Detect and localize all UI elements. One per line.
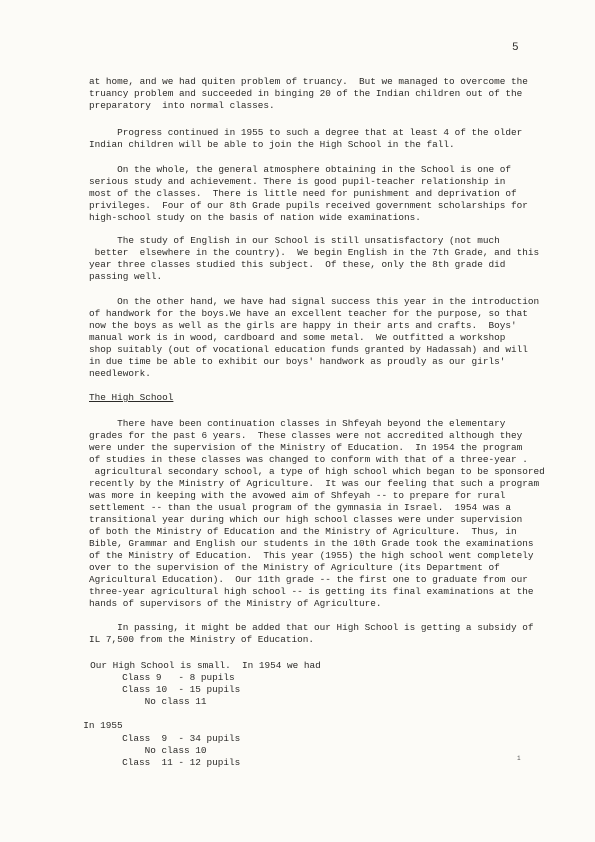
page-number: 5 (512, 42, 519, 54)
body-line: serious study and achievement. There is good pupil-teacher relationship in (89, 176, 506, 187)
body-line: On the whole, the general atmosphere obtaining in the School is one of (89, 164, 511, 175)
body-line: preparatory into normal classes. (89, 100, 275, 111)
body-line: at home, and we had quiten problem of truancy. But we managed to overcome the (89, 76, 528, 87)
body-line: were under the supervision of the Ministry of Education. In 1954 the program (89, 442, 523, 453)
body-line: Indian children will be able to join the High School in the fall. (89, 139, 455, 150)
body-line: settlement -- than the usual program of the gymnasia in Israel. 1954 was a (89, 502, 511, 513)
body-line: grades for the past 6 years. These classes were not accredited although they (89, 430, 523, 441)
body-line: passing well. (89, 271, 163, 282)
body-line: IL 7,500 from the Ministry of Education. (89, 634, 315, 645)
body-line: agricultural secondary school, a type of high school which began to be sponsored (89, 466, 545, 477)
body-line: three-year agricultural high school -- is getting its final examinations at the (89, 586, 534, 597)
enrollment-row-1955: Class 9 - 34 pupils (49, 733, 241, 744)
section-heading: The High School (89, 392, 174, 403)
body-line: transitional year during which our high school classes were under supervision (89, 514, 523, 525)
body-line: truancy problem and succeeded in binging 20 of the Indian children out of the (89, 88, 523, 99)
body-line: There have been continuation classes in Shfeyah beyond the elementary (89, 418, 506, 429)
enrollment-row-1954: No class 11 (49, 696, 207, 707)
body-line: hands of supervisors of the Ministry of Agriculture. (89, 598, 382, 609)
body-line: The study of English in our School is still unsatisfactory (not much (89, 235, 500, 246)
enrollment-row-1954: Class 9 - 8 pupils (49, 672, 235, 683)
enrollment-row-1954: Class 10 - 15 pupils (49, 684, 241, 695)
body-line: needlework. (89, 368, 151, 379)
body-line: year three classes studied this subject. Of these, only the 8th grade did (89, 259, 506, 270)
body-line: Progress continued in 1955 to such a degree that at least 4 of the older (89, 127, 523, 138)
body-line: most of the classes. There is little need for punishment and deprivation of (89, 188, 517, 199)
body-line: of handwork for the boys.We have an excellent teacher for the purpose, so that (89, 308, 528, 319)
body-line: in due time be able to exhibit our boys' handwork as proudly as our girls' (89, 356, 506, 367)
body-line: privileges. Four of our 8th Grade pupils received government scholarships for (89, 200, 528, 211)
enrollment-1955-label: In 1955 (72, 720, 123, 731)
body-line: Bible, Grammar and English our students in the 10th Grade took the examinations (89, 538, 534, 549)
body-line: better elsewhere in the country). We begin English in the 7th Grade, and this (89, 247, 540, 258)
body-line: recently by the Ministry of Agriculture. It was our feeling that such a program (89, 478, 540, 489)
enrollment-intro: Our High School is small. In 1954 we had (62, 660, 321, 671)
body-line: of studies in these classes was changed to conform with that of a three-year . (89, 454, 528, 465)
body-line: Agricultural Education). Our 11th grade -- the first one to graduate from our (89, 574, 528, 585)
body-line: On the other hand, we have had signal success this year in the introduction (89, 296, 540, 307)
body-line: over to the supervision of the Ministry of Agriculture (its Department of (89, 562, 500, 573)
body-line: now the boys as well as the girls are happy in their arts and crafts. Boys' (89, 320, 517, 331)
body-line: shop suitably (out of vocational education funds granted by Hadassah) and will (89, 344, 528, 355)
enrollment-row-1955: No class 10 (49, 745, 207, 756)
margin-mark: 1 (517, 755, 521, 762)
body-line: manual work is in wood, cardboard and some metal. We outfitted a workshop (89, 332, 506, 343)
body-line: high-school study on the basis of nation wide examinations. (89, 212, 421, 223)
body-line: of both the Ministry of Education and the Ministry of Agriculture. Thus, in (89, 526, 517, 537)
body-line: In passing, it might be added that our High School is getting a subsidy of (89, 622, 534, 633)
body-line: was more in keeping with the avowed aim of Shfeyah -- to prepare for rural (89, 490, 506, 501)
body-line: of the Ministry of Education. This year (1955) the high school went completely (89, 550, 534, 561)
enrollment-row-1955: Class 11 - 12 pupils (49, 757, 241, 768)
